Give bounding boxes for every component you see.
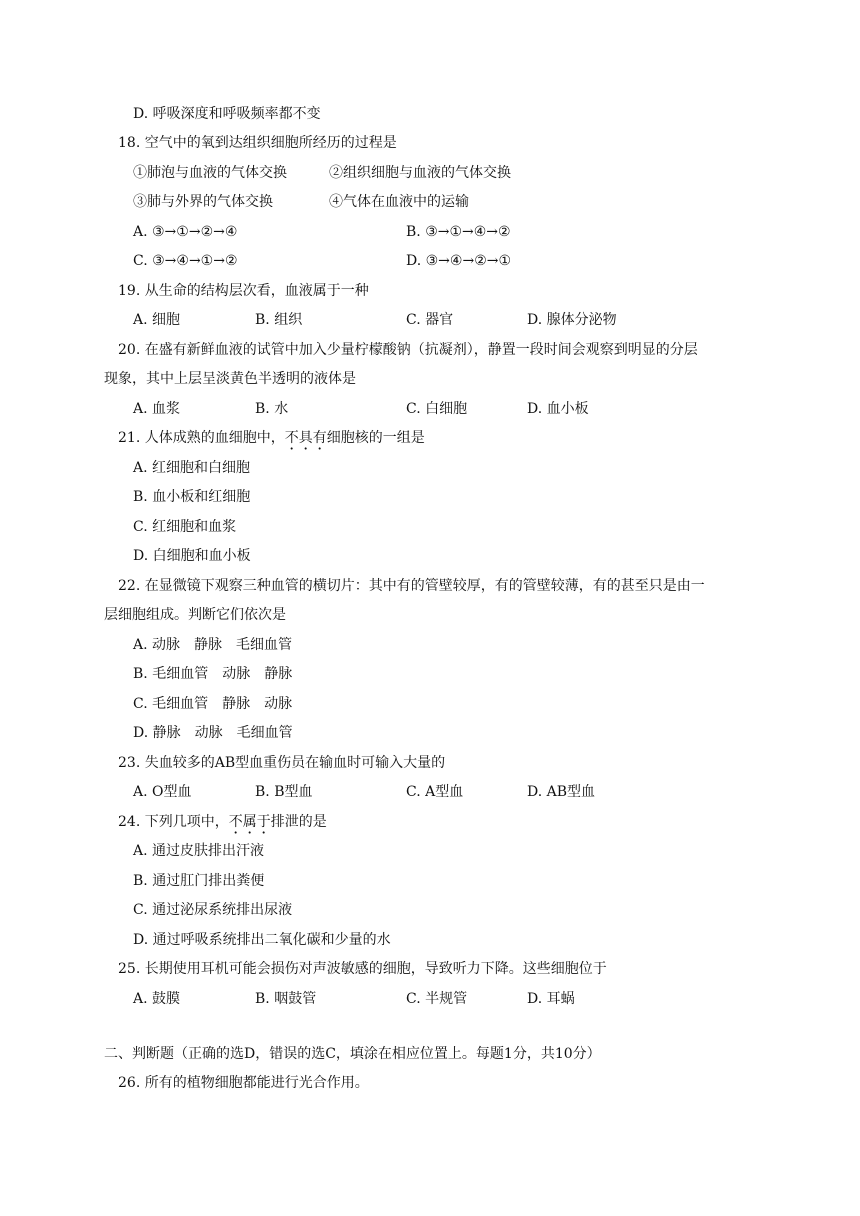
q21-option-c: C. 红细胞和血浆 [133, 519, 237, 535]
q20-option-a: A. 血浆 [133, 401, 181, 417]
q18-item-1: ①肺泡与血液的气体交换 [133, 165, 287, 181]
q23-option-a: A. O型血 [133, 784, 192, 800]
q21-stem-prefix: 21. 人体成熟的血细胞中， [118, 430, 285, 446]
q19-option-a: A. 细胞 [133, 312, 181, 328]
q23-option-b: B. B型血 [255, 784, 313, 800]
q22-option-d: D. 静脉 动脉 毛细血管 [133, 725, 293, 741]
q22-stem-line-1: 22. 在显微镜下观察三种血管的横切片：其中有的管壁较厚，有的管壁较薄，有的甚至只是由一 [118, 578, 705, 594]
q20-option-b: B. 水 [255, 401, 289, 417]
q23-option-c: C. A型血 [406, 784, 464, 800]
q18-option-a: A. ③→①→②→④ [133, 224, 238, 240]
section-2-heading: 二、判断题（正确的选D，错误的选C，填涂在相应位置上。每题1分，共10分） [104, 1046, 601, 1062]
q18-stem: 18. 空气中的氧到达组织细胞所经历的过程是 [118, 135, 397, 151]
q18-option-b: B. ③→①→④→② [406, 224, 511, 240]
q17-option-d: D. 呼吸深度和呼吸频率都不变 [133, 106, 321, 122]
emphasis-char: 具 [298, 430, 313, 446]
q19-stem: 19. 从生命的结构层次看，血液属于一种 [118, 283, 369, 299]
q26-stem: 26. 所有的植物细胞都能进行光合作用。 [118, 1075, 369, 1091]
q18-item-4: ④气体在血液中的运输 [329, 194, 469, 210]
q21-option-d: D. 白细胞和血小板 [133, 548, 251, 564]
emphasis-char: 不 [228, 814, 243, 830]
q22-option-b: B. 毛细血管 动脉 静脉 [133, 666, 293, 682]
q18-option-c: C. ③→④→①→② [133, 253, 238, 269]
q22-stem-line-2: 层细胞组成。判断它们依次是 [104, 607, 286, 623]
q24-stem-suffix: 排泄的是 [270, 814, 327, 830]
q21-option-a: A. 红细胞和白细胞 [133, 460, 251, 476]
emphasis-char: 属 [242, 814, 257, 830]
q23-option-d: D. AB型血 [527, 784, 596, 800]
q24-option-b: B. 通过肛门排出粪便 [133, 873, 265, 889]
q21-stem [118, 428, 425, 448]
q24-stem-prefix: 24. 下列几项中， [118, 814, 229, 830]
q24-option-d: D. 通过呼吸系统排出二氧化碳和少量的水 [133, 932, 391, 948]
q23-stem: 23. 失血较多的AB型血重伤员在输血时可输入大量的 [118, 755, 446, 771]
q19-option-d: D. 腺体分泌物 [527, 312, 617, 328]
q20-option-c: C. 白细胞 [406, 401, 468, 417]
q25-option-a: A. 鼓膜 [133, 991, 181, 1007]
q22-option-c: C. 毛细血管 静脉 动脉 [133, 696, 293, 712]
q20-stem-line-2: 现象，其中上层呈淡黄色半透明的液体是 [104, 371, 356, 387]
q22-option-a: A. 动脉 静脉 毛细血管 [133, 637, 293, 653]
q25-option-b: B. 咽鼓管 [255, 991, 317, 1007]
q25-option-d: D. 耳蜗 [527, 991, 575, 1007]
q21-stem-suffix: 细胞核的一组是 [326, 430, 425, 446]
emphasis-char: 不 [284, 430, 299, 446]
q24-option-c: C. 通过泌尿系统排出尿液 [133, 902, 293, 918]
q24-option-a: A. 通过皮肤排出汗液 [133, 843, 265, 859]
q18-option-d: D. ③→④→②→① [406, 253, 512, 269]
emphasis-char: 于 [256, 814, 271, 830]
q18-item-3: ③肺与外界的气体交换 [133, 194, 273, 210]
q20-option-d: D. 血小板 [527, 401, 589, 417]
emphasis-char: 有 [312, 430, 327, 446]
q24-stem [118, 812, 327, 832]
q19-option-b: B. 组织 [255, 312, 303, 328]
q21-option-b: B. 血小板和红细胞 [133, 489, 251, 505]
q25-option-c: C. 半规管 [406, 991, 468, 1007]
q19-option-c: C. 器官 [406, 312, 454, 328]
q20-stem-line-1: 20. 在盛有新鲜血液的试管中加入少量柠檬酸钠（抗凝剂），静置一段时间会观察到明显的分层 [118, 342, 698, 358]
q25-stem: 25. 长期使用耳机可能会损伤对声波敏感的细胞，导致听力下降。这些细胞位于 [118, 961, 607, 977]
q18-item-2: ②组织细胞与血液的气体交换 [329, 165, 511, 181]
